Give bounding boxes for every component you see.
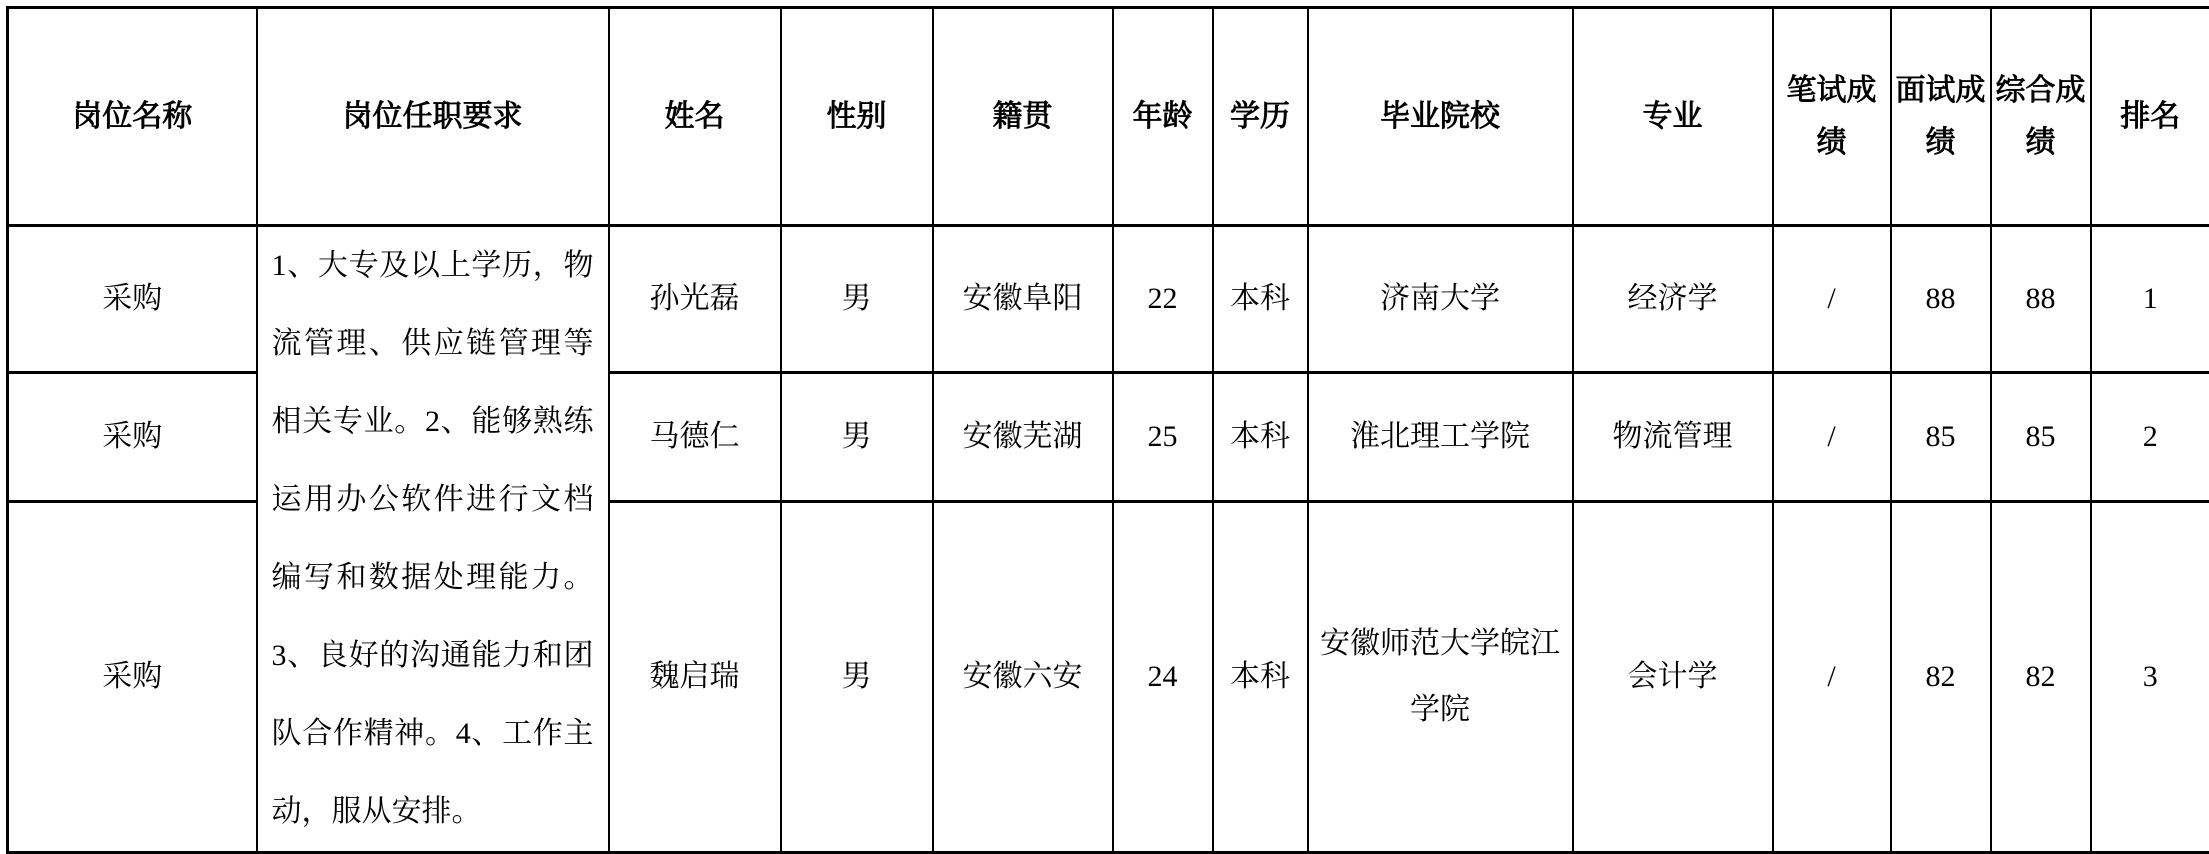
cell-age: 22: [1113, 226, 1213, 373]
header-cell-name: 姓名: [609, 8, 781, 226]
cell-major: 会计学: [1573, 501, 1773, 852]
cell-position: 采购: [8, 501, 257, 852]
cell-position: 采购: [8, 372, 257, 501]
cell-major: 物流管理: [1573, 372, 1773, 501]
cell-gender: 男: [781, 501, 933, 852]
header-cell-interview-score: 面试成绩: [1891, 8, 1991, 226]
cell-overall-score: 85: [1991, 372, 2091, 501]
cell-major: 经济学: [1573, 226, 1773, 373]
table-header-row: [8, 8, 2209, 226]
cell-gender: 男: [781, 226, 933, 373]
cell-rank: 1: [2091, 226, 2209, 373]
header-cell-age: 年龄: [1113, 8, 1213, 226]
cell-school: 济南大学: [1308, 226, 1573, 373]
header-cell-written-score: 笔试成绩: [1773, 8, 1891, 226]
cell-education: 本科: [1213, 501, 1308, 852]
cell-interview-score: 88: [1891, 226, 1991, 373]
cell-interview-score: 82: [1891, 501, 1991, 852]
table-row: [8, 226, 2209, 373]
cell-education: 本科: [1213, 372, 1308, 501]
recruitment-results-table: [6, 6, 2209, 854]
cell-overall-score: 88: [1991, 226, 2091, 373]
cell-gender: 男: [781, 372, 933, 501]
cell-requirements-merged: 1、大专及以上学历，物流管理、供应链管理等相关专业。2、能够熟练运用办公软件进行文档编写和数据处理能力。3、良好的沟通能力和团队合作精神。4、工作主动，服从安排。: [257, 226, 609, 853]
header-cell-education: 学历: [1213, 8, 1308, 226]
header-cell-school: 毕业院校: [1308, 8, 1573, 226]
cell-age: 25: [1113, 372, 1213, 501]
cell-rank: 3: [2091, 501, 2209, 852]
header-cell-rank: 排名: [2091, 8, 2209, 226]
cell-native-place: 安徽芜湖: [933, 372, 1113, 501]
cell-written-score: /: [1773, 501, 1891, 852]
cell-name: 孙光磊: [609, 226, 781, 373]
cell-interview-score: 85: [1891, 372, 1991, 501]
cell-overall-score: 82: [1991, 501, 2091, 852]
header-cell-requirements: 岗位任职要求: [257, 8, 609, 226]
cell-position: 采购: [8, 226, 257, 373]
header-cell-gender: 性别: [781, 8, 933, 226]
cell-native-place: 安徽阜阳: [933, 226, 1113, 373]
cell-education: 本科: [1213, 226, 1308, 373]
header-cell-major: 专业: [1573, 8, 1773, 226]
cell-school: 安徽师范大学皖江学院: [1308, 501, 1573, 852]
header-cell-position: 岗位名称: [8, 8, 257, 226]
header-cell-native-place: 籍贯: [933, 8, 1113, 226]
cell-name: 魏启瑞: [609, 501, 781, 852]
cell-written-score: /: [1773, 226, 1891, 373]
cell-rank: 2: [2091, 372, 2209, 501]
cell-school: 淮北理工学院: [1308, 372, 1573, 501]
header-cell-overall-score: 综合成绩: [1991, 8, 2091, 226]
cell-native-place: 安徽六安: [933, 501, 1113, 852]
cell-name: 马德仁: [609, 372, 781, 501]
cell-written-score: /: [1773, 372, 1891, 501]
cell-age: 24: [1113, 501, 1213, 852]
